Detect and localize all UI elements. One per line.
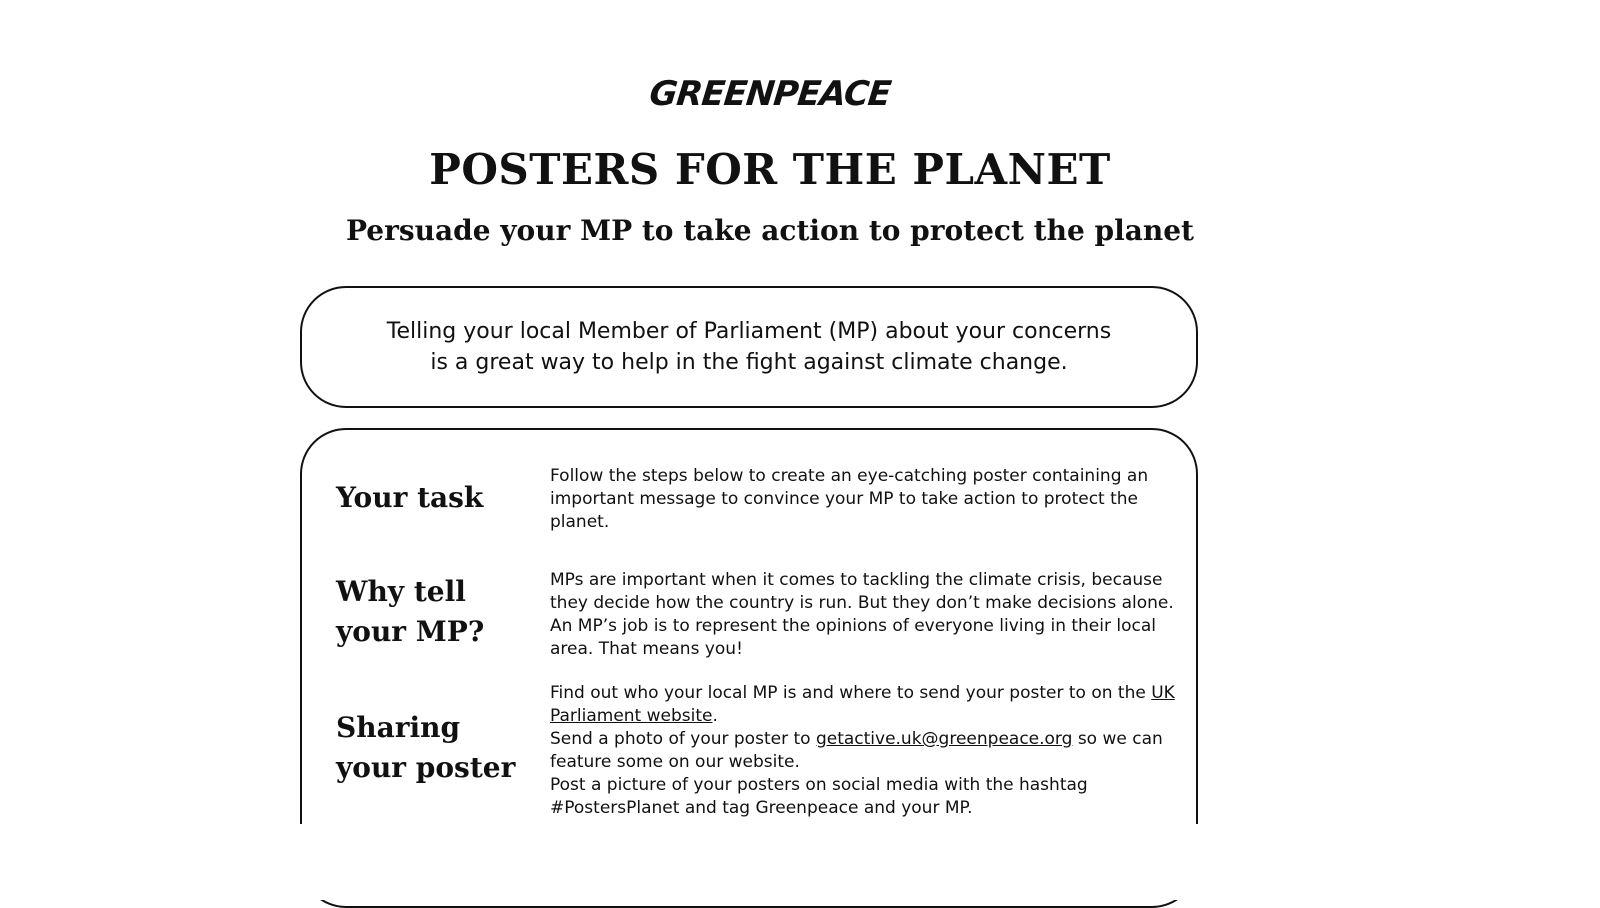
sharing-line-2	[550, 728, 1180, 774]
email-link[interactable]: getactive.uk@greenpeace.org	[815, 729, 1073, 749]
sharing-line-2-text: Send a photo of your poster to	[550, 729, 816, 749]
intro-line-2: is a great way to help in the fight against climate change.	[430, 350, 1068, 375]
sharing-line-1	[550, 682, 1180, 728]
sharing-line-1-text: Find out who your local MP is and where to send your poster to on the	[550, 683, 1152, 703]
page-subtitle: Persuade your MP to take action to protect the planet	[346, 214, 1194, 247]
task-text: Follow the steps below to create an eye-catching poster containing an important message to convince your MP to take action to protect the planet.	[550, 466, 1149, 532]
why-body	[550, 569, 1180, 661]
greenpeace-logo: GREENPEACE	[647, 74, 893, 114]
sharing-line-3: Post a picture of your posters on social media with the hashtag #PostersPlanet and tag Greenpeace and your MP.	[550, 775, 1088, 818]
task-heading: Your task	[336, 481, 484, 514]
sharing-body	[550, 682, 1180, 820]
intro-line-1: Telling your local Member of Parliament (MP) about your concerns	[386, 319, 1112, 344]
sharing-heading: Sharing your poster	[336, 711, 516, 784]
sharing-line-1-end: .	[712, 706, 718, 726]
intro-box	[300, 286, 1198, 408]
uk-parliament-link[interactable]: UK Parliament website	[550, 683, 1175, 726]
page-crop-edge	[0, 824, 1600, 900]
sharing-line-2-end: so we can feature some on our website.	[550, 729, 1163, 772]
page-title: POSTERS FOR THE PLANET	[429, 145, 1111, 194]
why-text: MPs are important when it comes to tackling the climate crisis, because they decide how the country is run. But they don’t make decisions alone. An MP’s job is to represent the opinions of everyone living in their local area. That means you!	[550, 570, 1174, 659]
task-body	[550, 465, 1180, 534]
why-heading: Why tell your MP?	[336, 575, 485, 648]
